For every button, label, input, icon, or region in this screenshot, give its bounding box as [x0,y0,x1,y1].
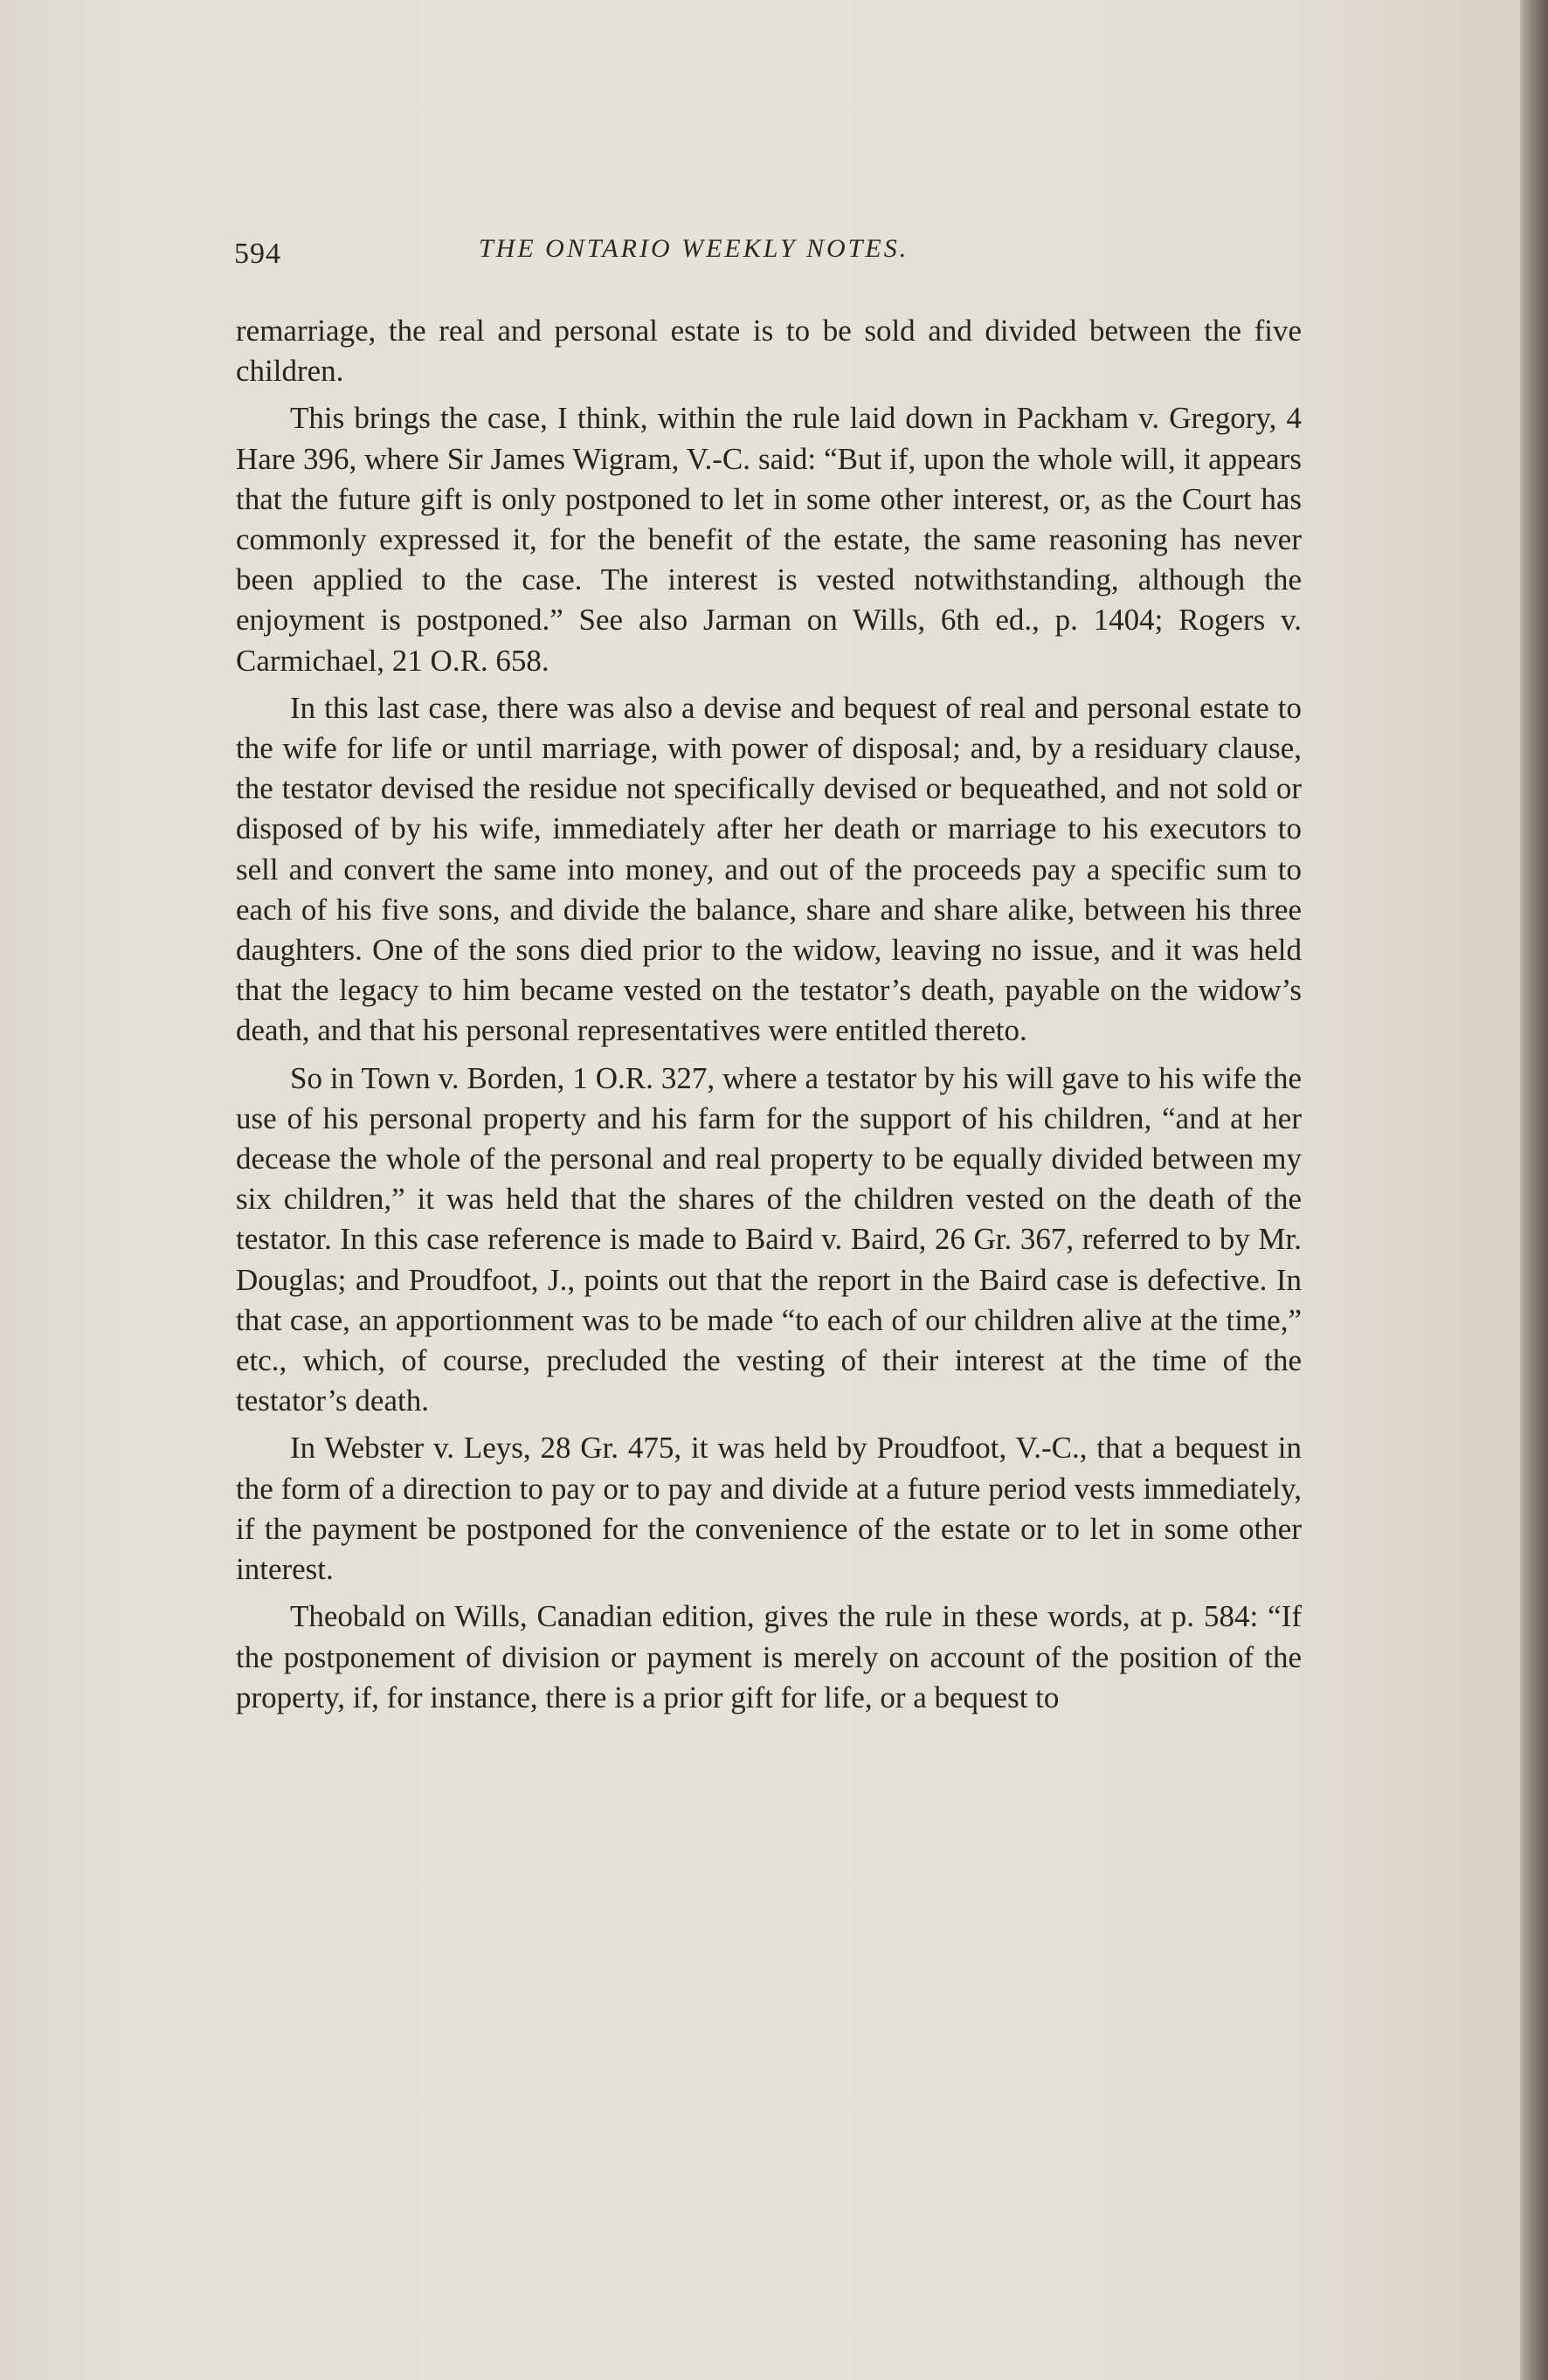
paragraph: In Webster v. Leys, 28 Gr. 475, it was held by Proudfoot, V.-C., that a bequest in the form of a direction to pay or to pay and divide at a future period vests immediately, if the payment be postponed for the convenience of the estate or to let in some other interest. [236,1431,1302,1587]
paragraph: This brings the case, I think, within the rule laid down in Packham v. Gregory, 4 Hare 396, where Sir James Wigram, V.-C. said: “But if, upon the whole will, it appears that the future gift is only postponed to let in some other interest, or, as the Court has commonly expressed it, for the benefit of the estate, the same reasoning has never been applied to the case. The interest is vested notwithstanding, although the enjoyment is postponed.” See also Jarman on Wills, 6th ed., p. 1404; Rogers v. Carmichael, 21 O.R. 658. [236,401,1302,678]
paragraph: In this last case, there was also a devise and bequest of real and personal estate to the wife for life or until marriage, with power of disposal; and, by a residuary clause, the testator devised the residue not specifically devised or bequeathed, and not sold or disposed of by his wife, immediately after her death or marriage to his executors to sell and convert the same into money, and out of the proceeds pay a specific sum to each of his five sons, and divide the balance, share and share alike, between his three daughters. One of the sons died prior to the widow, leaving no issue, and it was held that the legacy to him became vested on the testator’s death, payable on the widow’s death, and that his personal representatives were entitled thereto. [236,690,1302,1048]
book-binding-edge [1520,0,1548,2380]
body-text [236,311,1302,1718]
page-number: 594 [234,238,281,270]
page-header [234,225,1300,278]
paragraph: So in Town v. Borden, 1 O.R. 327, where a testator by his will gave to his wife the use of his personal property and his farm for the support of his children, “and at her decease the whole of the personal and real property to be equally divided between my six children,” it was held that the shares of the children vested on the death of the testator. In this case reference is made to Baird v. Baird, 26 Gr. 367, referred to by Mr. Douglas; and Proudfoot, J., points out that the report in the Baird case is defective. In that case, an apportionment was to be made “to each of our children alive at the time,” etc., which, of course, precluded the vesting of their interest at the time of the testator’s death. [236,1060,1302,1418]
paragraph: Theobald on Wills, Canadian edition, gives the rule in these words, at p. 584: “If the postponement of division or payment is merely on account of the position of the property, if, for instance, there is a prior gift for life, or a bequest to [236,1599,1302,1714]
paragraph: remarriage, the real and personal estate is to be sold and divided between the five children. [236,314,1302,389]
running-head: THE ONTARIO WEEKLY NOTES. [479,234,909,263]
